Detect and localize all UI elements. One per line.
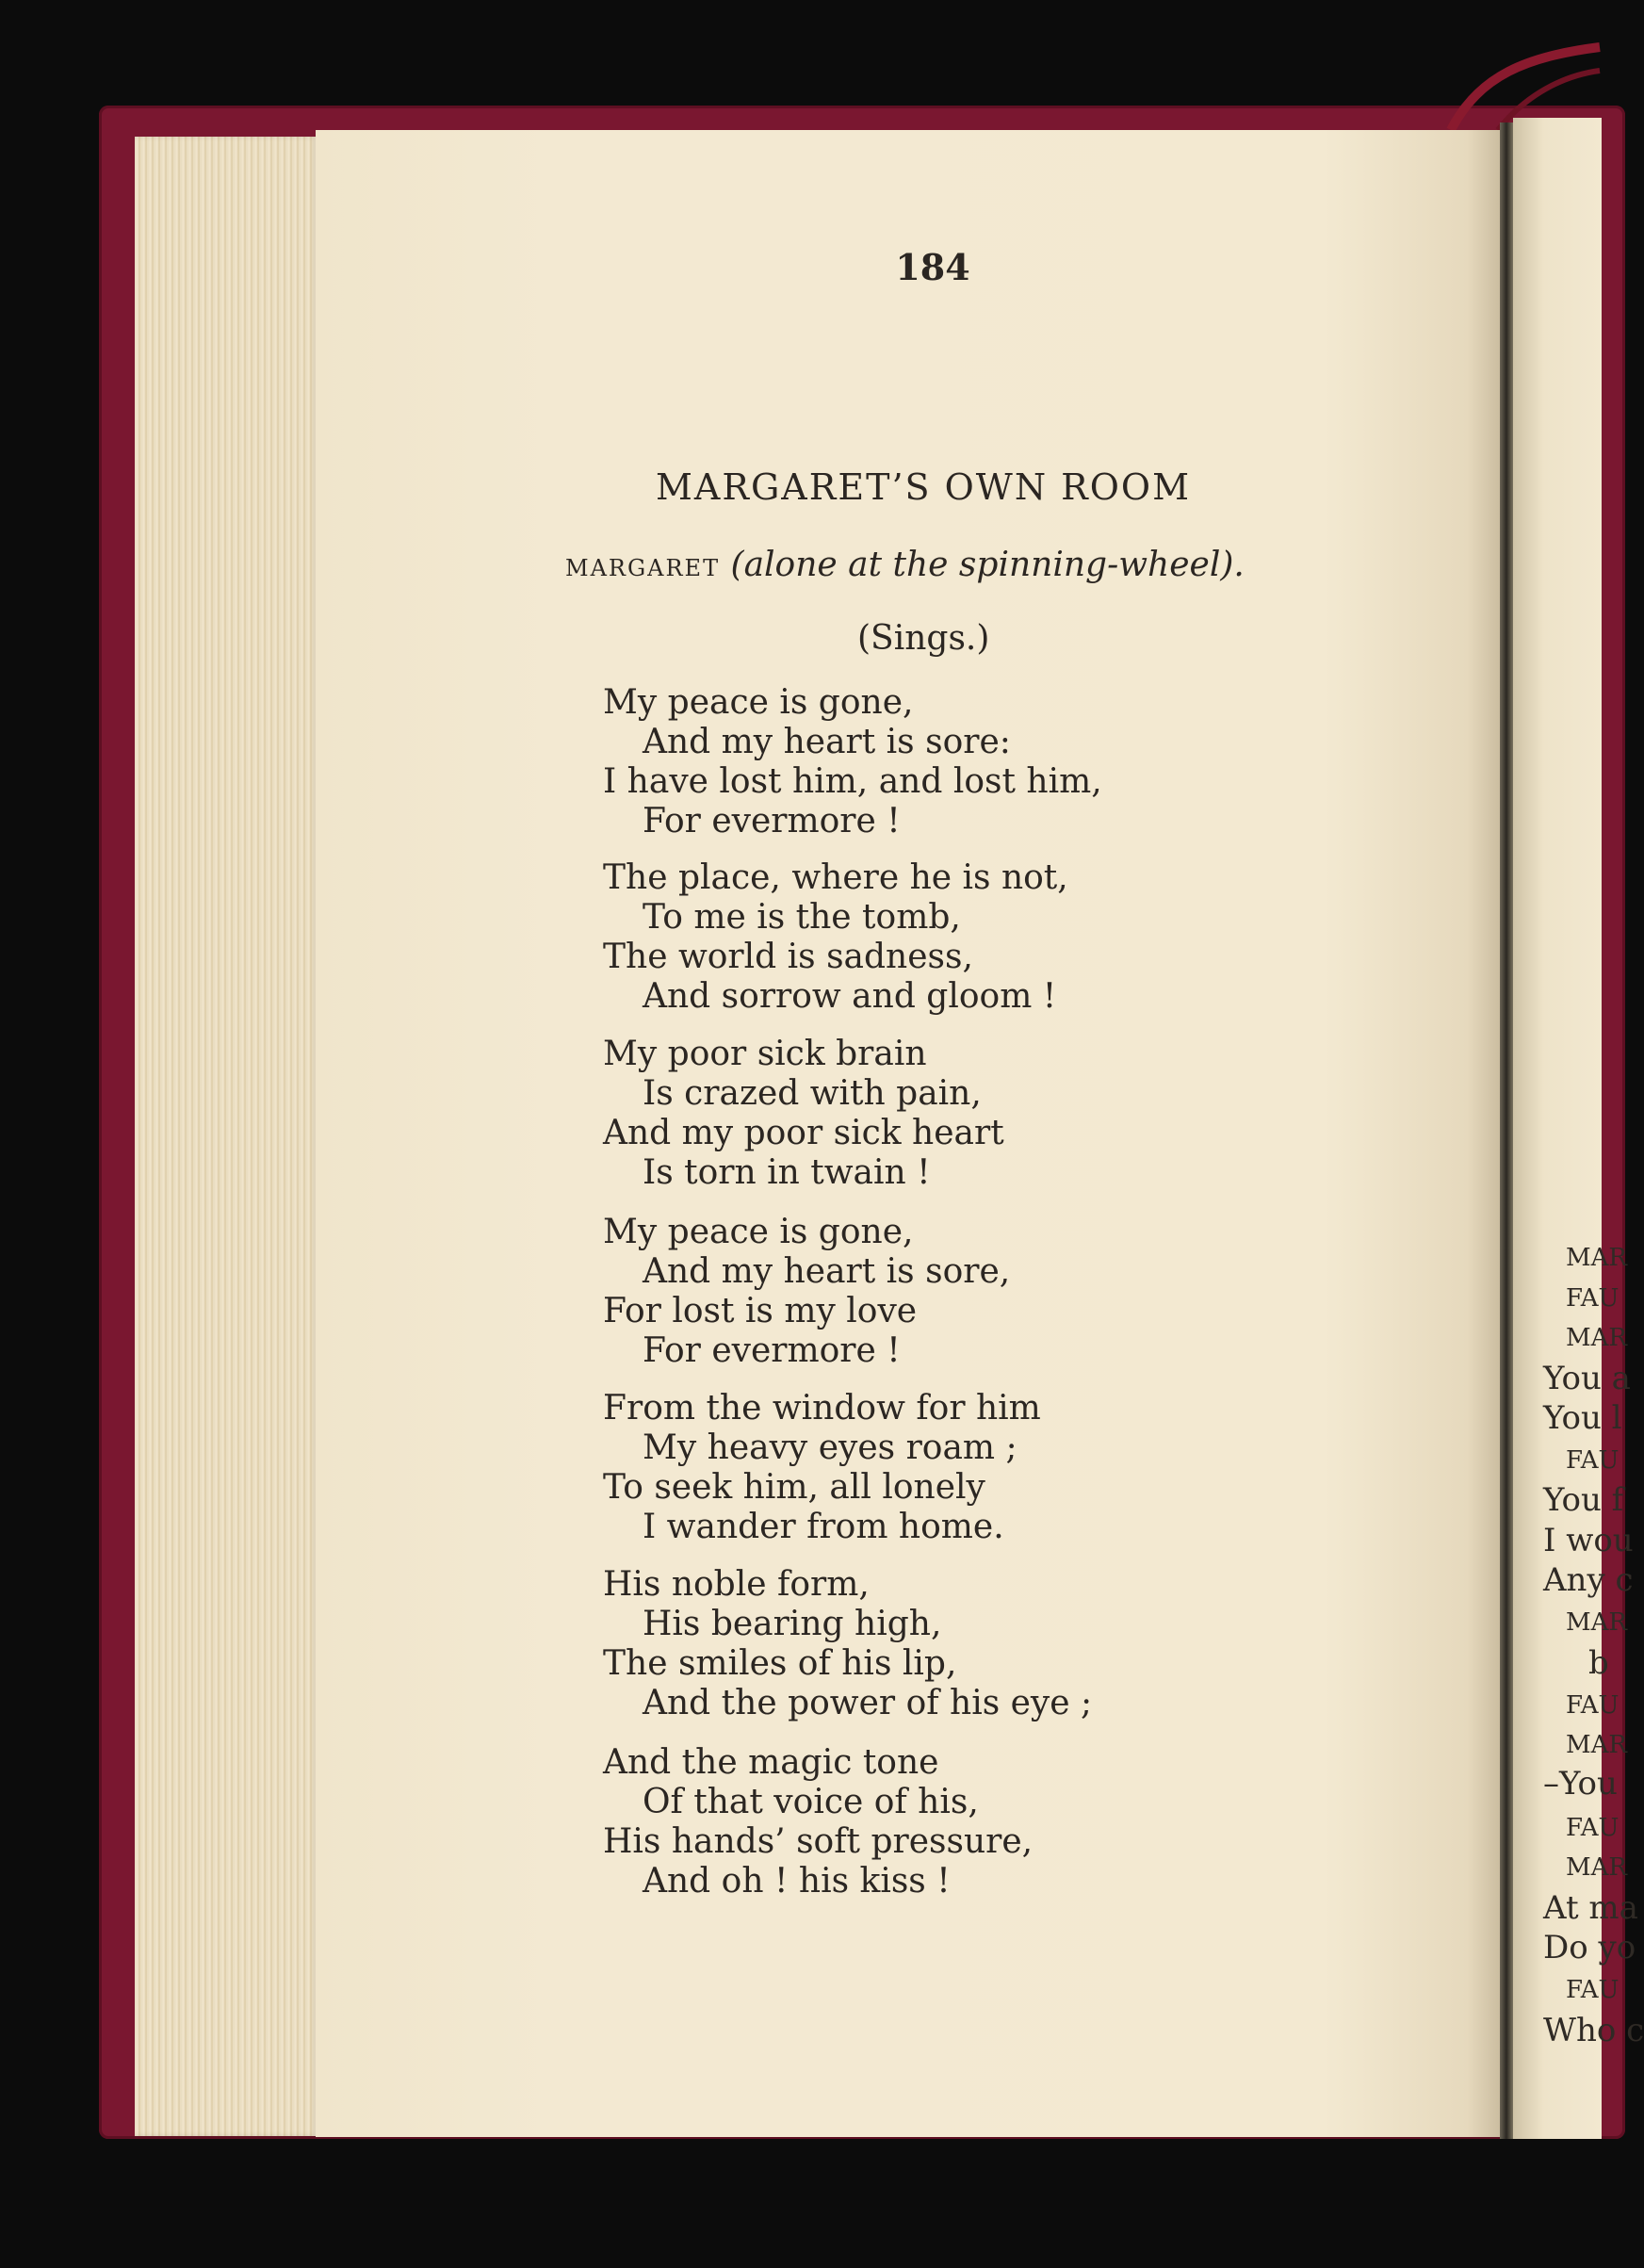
verse-line: And sorrow and gloom ! [643, 977, 1057, 1016]
book-gutter [1500, 122, 1513, 2139]
speaker-line [565, 548, 1300, 582]
facing-page [1513, 118, 1644, 2139]
facing-text: FAU [1566, 1446, 1620, 1475]
facing-text: FAU [1566, 1814, 1620, 1842]
facing-text: You l [1543, 1399, 1622, 1437]
verse-line: From the window for him [603, 1389, 1041, 1428]
facing-text: You a [1543, 1360, 1631, 1397]
verse-line: Is crazed with pain, [643, 1074, 982, 1113]
facing-text: Do yo [1543, 1929, 1636, 1966]
scene-title: MARGARET’S OWN ROOM [655, 466, 1191, 508]
stanza [603, 1565, 1319, 1723]
stanza [603, 1035, 1319, 1193]
facing-text: FAU [1566, 1691, 1620, 1720]
page-edges [135, 137, 318, 2136]
verse-line: And the power of his eye ; [643, 1684, 1093, 1722]
facing-text: b [1588, 1644, 1609, 1682]
facing-text: FAU [1566, 1976, 1620, 2004]
verse-line: And my heart is sore, [643, 1252, 1011, 1291]
facing-text: MAR [1566, 1324, 1627, 1352]
verse-line: My heavy eyes roam ; [643, 1428, 1017, 1467]
facing-text: MAR [1566, 1853, 1627, 1882]
stanza [603, 1389, 1319, 1547]
verse-line: And the magic tone [603, 1743, 939, 1782]
verse-line: And my heart is sore: [643, 723, 1011, 761]
page-number: 184 [895, 246, 970, 288]
verse-line: The smiles of his lip, [603, 1644, 957, 1683]
verse-line: For lost is my love [603, 1292, 918, 1330]
verse-line: Is torn in twain ! [643, 1153, 931, 1192]
facing-text: –You [1543, 1765, 1618, 1803]
facing-text: MAR [1566, 1608, 1627, 1637]
speaker-direction: (alone at the spinning-wheel). [730, 546, 1245, 584]
facing-text: I wou [1543, 1522, 1634, 1559]
verse-line: For evermore ! [643, 1331, 901, 1370]
verse-line: His noble form, [603, 1565, 870, 1604]
verse-line: To me is the tomb, [643, 898, 961, 937]
facing-text: FAU [1566, 1284, 1620, 1313]
facing-text: At ma [1543, 1889, 1638, 1927]
facing-text: Who c [1543, 2012, 1644, 2049]
speaker-name: margaret [565, 547, 721, 584]
facing-text: MAR [1566, 1731, 1627, 1759]
stanza [603, 1743, 1319, 1901]
stanza [603, 858, 1319, 1017]
verse-line: And oh ! his kiss ! [643, 1862, 951, 1901]
verse-line: For evermore ! [643, 802, 901, 840]
facing-text: Any c [1543, 1561, 1634, 1599]
bookmark-ribbon [1441, 19, 1602, 132]
verse-line: I wander from home. [643, 1508, 1004, 1546]
verse-line: Of that voice of his, [643, 1783, 979, 1821]
verse-line: My peace is gone, [603, 1213, 914, 1251]
verse-line: My peace is gone, [603, 683, 914, 722]
verse-line: I have lost him, and lost him, [603, 762, 1102, 801]
verse-line: The place, where he is not, [603, 858, 1068, 897]
verse-line: His hands’ soft pressure, [603, 1822, 1034, 1861]
verse-line: My poor sick brain [603, 1035, 927, 1073]
stage-direction: (Sings.) [857, 619, 990, 658]
stanza [603, 683, 1319, 841]
verse-line: To seek him, all lonely [603, 1468, 985, 1507]
facing-text: You f [1543, 1481, 1624, 1519]
verse-line: And my poor sick heart [603, 1114, 1004, 1152]
facing-text: MAR [1566, 1244, 1627, 1272]
verse-line: His bearing high, [643, 1605, 942, 1643]
verse-line: The world is sadness, [603, 938, 973, 976]
stanza [603, 1213, 1319, 1371]
